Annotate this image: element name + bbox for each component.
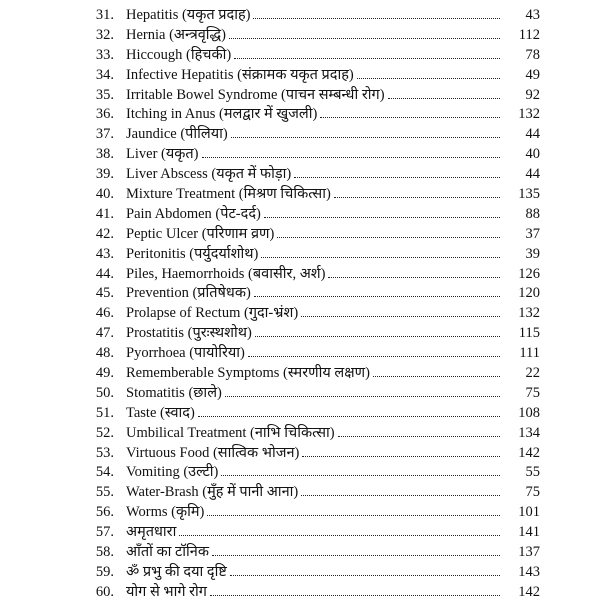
toc-entry [0, 145, 600, 165]
dot-leader [328, 277, 500, 278]
toc-entry [0, 6, 600, 26]
dot-leader [212, 555, 500, 556]
dot-leader [373, 376, 500, 377]
entry-number: 50. [95, 384, 114, 401]
entry-title-line [126, 205, 500, 225]
dot-leader [234, 58, 500, 59]
entry-page-number: 43 [525, 7, 540, 23]
toc-entry [0, 364, 600, 384]
entry-title-line [126, 125, 500, 145]
entry-page-number: 55 [525, 464, 540, 481]
entry-page-number: 112 [518, 26, 540, 43]
toc-entry [0, 444, 600, 464]
entry-title: Prolapse of Rectum (गुदा-भ्रंश) [126, 304, 301, 324]
entry-title: ॐ प्रभु की दया दृष्टि [126, 563, 230, 583]
entry-title-line [126, 563, 500, 583]
entry-page-number: 142 [518, 583, 540, 600]
entry-number: 40. [95, 186, 114, 203]
dot-leader [320, 117, 500, 118]
dot-leader [277, 237, 500, 238]
toc-entry [0, 245, 600, 265]
entry-page-number: 49 [525, 66, 540, 83]
entry-title-line [126, 304, 500, 324]
entry-number: 42. [95, 225, 114, 242]
entry-page-number: 44 [525, 126, 540, 143]
entry-title: योग से भागे रोग [126, 583, 210, 600]
entry-number: 43. [95, 245, 114, 262]
entry-title: Mixture Treatment (मिश्रण चिकित्सा) [126, 185, 334, 205]
dot-leader [202, 157, 501, 158]
dot-leader [210, 595, 500, 596]
entry-number: 37. [95, 126, 114, 143]
entry-title-line [126, 145, 500, 165]
toc-entry [0, 304, 600, 324]
entry-title: Hepatitis (यकृत प्रदाह) [126, 6, 253, 26]
entry-page-number: 37 [525, 225, 540, 242]
entry-title-line [126, 284, 500, 304]
toc-entry [0, 583, 600, 600]
entry-number: 34. [95, 66, 114, 83]
dot-leader [255, 336, 500, 337]
entry-page-number: 142 [518, 444, 540, 461]
entry-number: 32. [95, 26, 114, 43]
toc-entry [0, 86, 600, 106]
entry-number: 38. [95, 146, 114, 163]
dot-leader [221, 475, 500, 476]
entry-number: 35. [95, 86, 114, 103]
table-of-contents [0, 6, 600, 600]
entry-number: 59. [95, 563, 114, 580]
entry-number: 39. [95, 166, 114, 183]
entry-page-number: 88 [525, 205, 540, 222]
entry-title-line [126, 86, 500, 106]
dot-leader [301, 495, 500, 496]
entry-title-line [126, 344, 500, 364]
entry-title-line [126, 364, 500, 384]
entry-page-number: 40 [525, 146, 540, 163]
dot-leader [264, 217, 500, 218]
entry-title: Stomatitis (छाले) [126, 384, 225, 404]
dot-leader [179, 535, 500, 536]
toc-entry [0, 463, 600, 483]
entry-page-number: 120 [518, 285, 540, 302]
entry-number: 52. [95, 424, 114, 441]
entry-title: Pain Abdomen (पेट-दर्द) [126, 205, 264, 225]
entry-title: Peptic Ulcer (परिणाम व्रण) [126, 225, 277, 245]
entry-page-number: 135 [518, 186, 540, 203]
entry-title: Prostatitis (पुरःस्थशोथ) [126, 324, 255, 344]
toc-entry [0, 205, 600, 225]
entry-title-line [126, 483, 500, 503]
entry-number: 57. [95, 524, 114, 541]
entry-title-line [126, 245, 500, 265]
toc-entry [0, 523, 600, 543]
toc-entry [0, 503, 600, 523]
dot-leader [338, 436, 500, 437]
entry-number: 60. [95, 583, 114, 600]
entry-title: Umbilical Treatment (नाभि चिकित्सा) [126, 424, 338, 444]
entry-title-line [126, 503, 500, 523]
entry-page-number: 111 [519, 345, 540, 362]
entry-title: Jaundice (पीलिया) [126, 125, 231, 145]
entry-title-line [126, 543, 500, 563]
entry-title: अमृतधारा [126, 523, 179, 543]
dot-leader [388, 98, 500, 99]
toc-entry [0, 543, 600, 563]
dot-leader [225, 396, 500, 397]
entry-number: 33. [95, 46, 114, 63]
dot-leader [207, 515, 500, 516]
entry-title-line [126, 523, 500, 543]
toc-entry [0, 424, 600, 444]
entry-number: 49. [95, 365, 114, 382]
entry-title-line [126, 265, 500, 285]
entry-title-line [126, 46, 500, 66]
entry-title-line [126, 404, 500, 424]
entry-number: 41. [95, 205, 114, 222]
entry-number: 48. [95, 345, 114, 362]
entry-title: Hiccough (हिचकी) [126, 46, 234, 66]
entry-number: 46. [95, 305, 114, 322]
toc-entry [0, 105, 600, 125]
entry-title: Itching in Anus (मलद्वार में खुजली) [126, 105, 320, 125]
entry-number: 36. [95, 106, 114, 123]
entry-number: 31. [95, 7, 114, 23]
entry-number: 55. [95, 484, 114, 501]
dot-leader [357, 78, 500, 79]
entry-page-number: 75 [525, 384, 540, 401]
entry-title-line [126, 105, 500, 125]
entry-title-line [126, 165, 500, 185]
entry-title: Piles, Haemorrhoids (बवासीर, अर्श) [126, 265, 328, 285]
entry-title-line [126, 26, 500, 46]
entry-page-number: 92 [525, 86, 540, 103]
dot-leader [294, 177, 500, 178]
entry-page-number: 134 [518, 424, 540, 441]
dot-leader [301, 316, 500, 317]
entry-title-line [126, 444, 500, 464]
dot-leader [253, 18, 500, 19]
toc-entry [0, 483, 600, 503]
toc-entry [0, 26, 600, 46]
entry-page-number: 44 [525, 166, 540, 183]
dot-leader [302, 456, 500, 457]
entry-title: Pyorrhoea (पायोरिया) [126, 344, 248, 364]
dot-leader [198, 416, 500, 417]
dot-leader [254, 296, 500, 297]
dot-leader [229, 38, 500, 39]
entry-title-line [126, 583, 500, 600]
entry-title: Rememberable Symptoms (स्मरणीय लक्षण) [126, 364, 373, 384]
toc-entry [0, 563, 600, 583]
dot-leader [248, 356, 500, 357]
entry-title-line [126, 66, 500, 86]
entry-title: Taste (स्वाद) [126, 404, 198, 424]
entry-title: Water-Brash (मुँह में पानी आना) [126, 483, 301, 503]
entry-page-number: 126 [518, 265, 540, 282]
entry-title-line [126, 185, 500, 205]
entry-page-number: 101 [518, 504, 540, 521]
entry-title: Infective Hepatitis (संक्रामक यकृत प्रदाह) [126, 66, 357, 86]
toc-entry [0, 46, 600, 66]
entry-page-number: 108 [518, 404, 540, 421]
toc-entry [0, 125, 600, 145]
entry-number: 51. [95, 404, 114, 421]
entry-title: Worms (कृमि) [126, 503, 207, 523]
toc-entry [0, 185, 600, 205]
entry-title-line [126, 424, 500, 444]
toc-entry [0, 344, 600, 364]
entry-page-number: 132 [518, 106, 540, 123]
entry-page-number: 78 [525, 46, 540, 63]
entry-page-number: 137 [518, 544, 540, 561]
entry-title-line [126, 384, 500, 404]
entry-title-line [126, 324, 500, 344]
entry-title: Hernia (अन्त्रवृद्धि) [126, 26, 229, 46]
toc-entry [0, 66, 600, 86]
entry-title: Liver Abscess (यकृत में फोड़ा) [126, 165, 294, 185]
toc-entry [0, 265, 600, 285]
entry-title: Peritonitis (पर्युदर्याशोथ) [126, 245, 261, 265]
toc-entry [0, 404, 600, 424]
entry-title: Vomiting (उल्टी) [126, 463, 221, 483]
toc-entry [0, 165, 600, 185]
entry-page-number: 22 [525, 365, 540, 382]
entry-title-line [126, 225, 500, 245]
entry-title: Virtuous Food (सात्विक भोजन) [126, 444, 302, 464]
toc-entry [0, 324, 600, 344]
entry-number: 56. [95, 504, 114, 521]
entry-page-number: 143 [518, 563, 540, 580]
entry-title: Prevention (प्रतिषेधक) [126, 284, 254, 304]
dot-leader [230, 575, 500, 576]
entry-page-number: 75 [525, 484, 540, 501]
toc-entry [0, 284, 600, 304]
entry-title: Irritable Bowel Syndrome (पाचन सम्बन्धी रोग) [126, 86, 388, 106]
toc-entry [0, 225, 600, 245]
toc-entry [0, 384, 600, 404]
entry-title-line [126, 463, 500, 483]
entry-title-line [126, 6, 500, 26]
entry-number: 45. [95, 285, 114, 302]
entry-number: 53. [95, 444, 114, 461]
entry-number: 58. [95, 544, 114, 561]
entry-number: 47. [95, 325, 114, 342]
entry-number: 54. [95, 464, 114, 481]
entry-title: Liver (यकृत) [126, 145, 202, 165]
entry-number: 44. [95, 265, 114, 282]
dot-leader [231, 137, 500, 138]
entry-title: आँतों का टॉनिक [126, 543, 212, 563]
entry-page-number: 141 [518, 524, 540, 541]
entry-page-number: 39 [525, 245, 540, 262]
entry-page-number: 132 [518, 305, 540, 322]
dot-leader [334, 197, 500, 198]
entry-page-number: 115 [518, 325, 540, 342]
dot-leader [261, 257, 500, 258]
